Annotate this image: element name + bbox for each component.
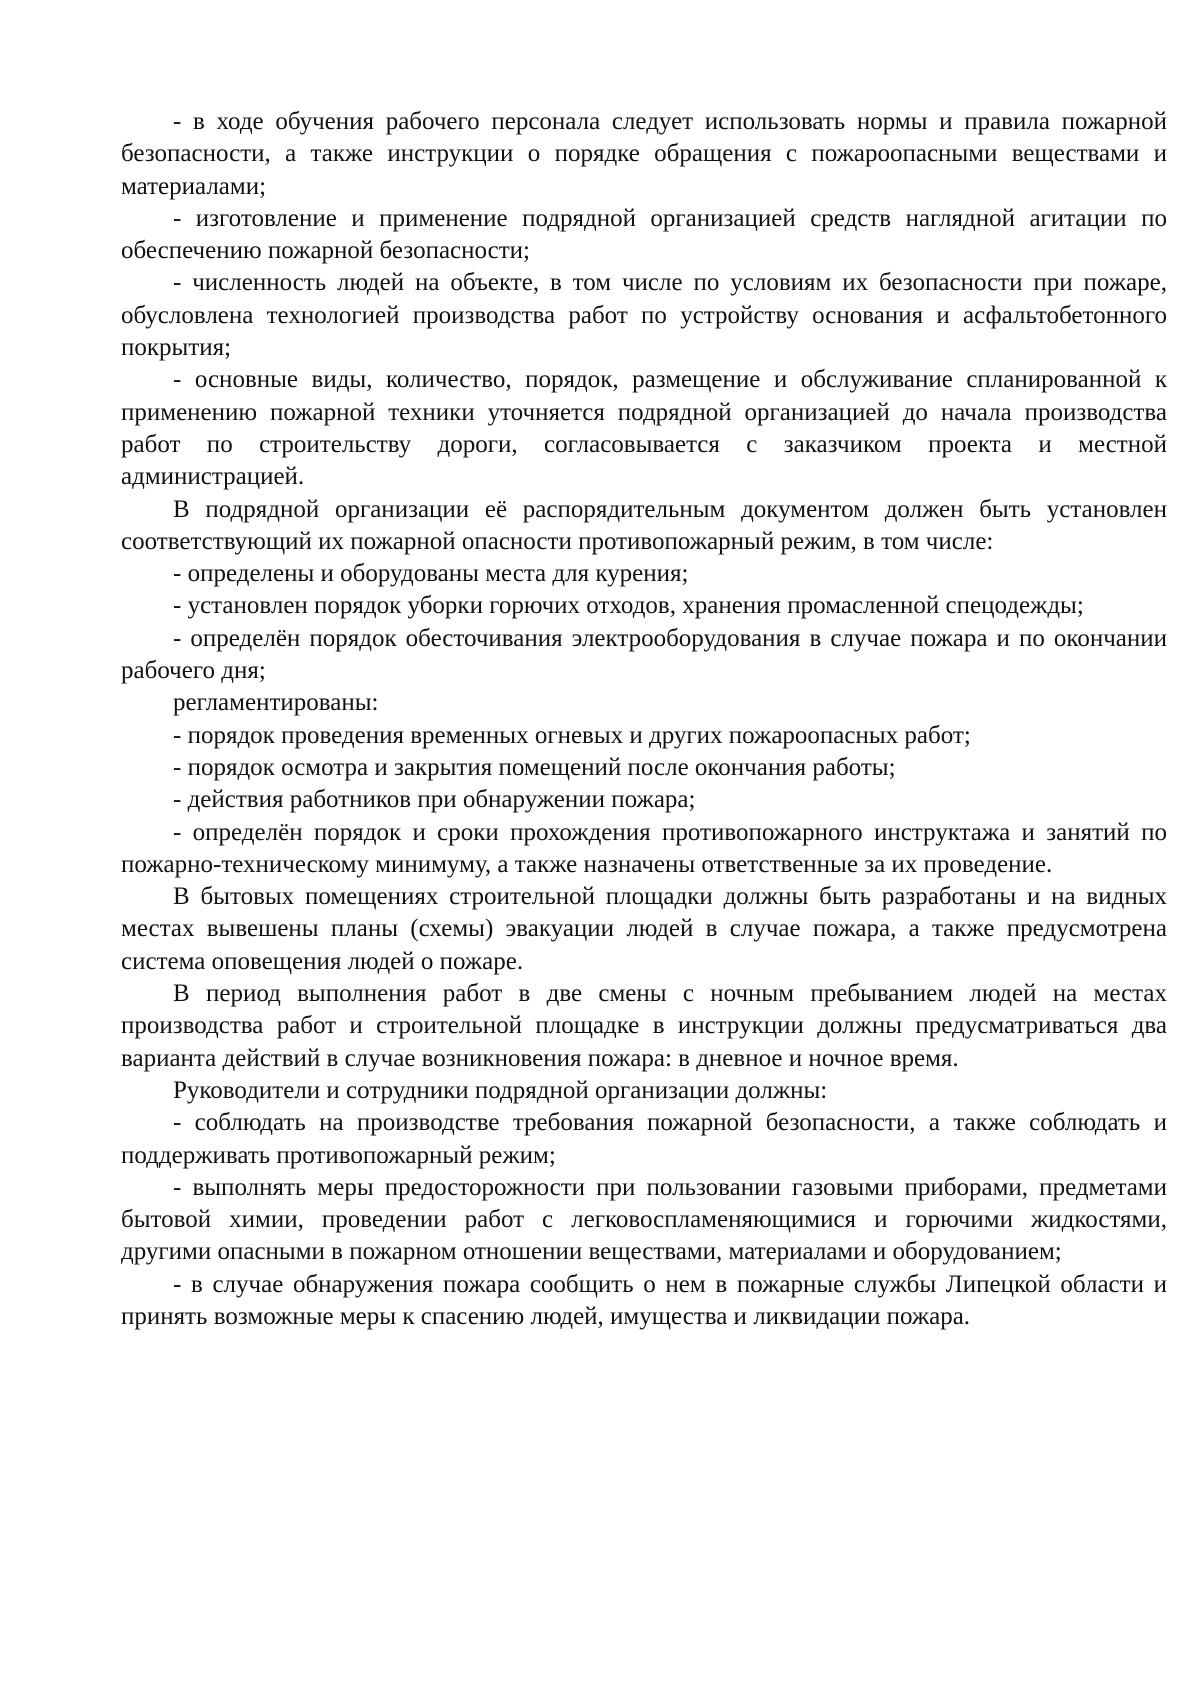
paragraph-room-inspection: - порядок осмотра и закрытия помещений после окончания работы; — [173, 753, 896, 781]
paragraph-visual-agitation: - изготовление и применение подрядной организацией средств наглядной агитации по обеспечению пожарной безопасности; — [121, 204, 1167, 265]
paragraph-comply-requirements: - соблюдать на производстве требования пожарной безопасности, а также соблюдать и поддерживать противопожарный режим; — [121, 1109, 1167, 1169]
document-body — [121, 106, 1167, 1333]
paragraph-worker-actions: - действия работников при обнаружении пожара; — [173, 786, 696, 814]
paragraph-hot-works: - порядок проведения временных огневых и других пожароопасных работ; — [173, 721, 971, 749]
paragraph-training-rules: - в ходе обучения рабочего персонала следует использовать нормы и правила пожарной безопасности, а также инструкции о порядке обращения с пожароопасными веществами и материалами; — [121, 108, 1167, 200]
paragraph-fire-regime: В подрядной организации её распорядительным документом должен быть установлен соответствующий их пожарной опасности противопожарный режим, в том числе: — [121, 495, 1167, 555]
paragraph-waste-cleanup: - установлен порядок уборки горючих отходов, хранения промасленной спецодежды; — [173, 592, 1084, 620]
paragraph-report-fire: - в случае обнаружения пожара сообщить о нем в пожарные службы Липецкой области и принять возможные меры к спасению людей, имущества и ликвидации пожара. — [121, 1270, 1167, 1330]
paragraph-evacuation-plans: В бытовых помещениях строительной площадки должны быть разработаны и на видных местах вывешены планы (схемы) эвакуации людей в случае пожара, а также предусмотрена система оповещения людей о пожаре. — [121, 883, 1167, 975]
paragraph-smoking-areas: - определены и оборудованы места для курения; — [173, 560, 689, 588]
paragraph-briefing: - определён порядок и сроки прохождения противопожарного инструктажа и занятий по пожарно-техническому минимуму, а также назначены ответственные за их проведение. — [121, 818, 1167, 878]
paragraph-power-off: - определён порядок обесточивания электрооборудования в случае пожара и по окончании рабочего дня; — [121, 624, 1167, 685]
paragraph-precautions: - выполнять меры предосторожности при пользовании газовыми приборами, предметами бытовой химии, проведении работ с легковоспламеняющимися и горючими жидкостями, другими опасными в пожарном отношении веществами, материалами и оборудованием; — [121, 1173, 1167, 1266]
paragraph-regulated-heading: регламентированы: — [173, 689, 379, 717]
paragraph-fire-equipment: - основные виды, количество, порядок, размещение и обслуживание спланированной к применению пожарной техники уточняется подрядной организацией до начала производства работ по строительству дороги, согласовывается с заказчиком проекта и местной администрацией. — [121, 366, 1167, 491]
paragraph-managers-heading: Руководители и сотрудники подрядной организации должны: — [173, 1076, 828, 1104]
paragraph-two-shifts: В период выполнения работ в две смены с ночным пребыванием людей на местах производства работ и строительной площадке в инструкции должны предусматриваться два варианта действий в случае возникновения пожара: в дневное и ночное время. — [121, 980, 1167, 1072]
paragraph-headcount: - численность людей на объекте, в том числе по условиям их безопасности при пожаре, обусловлена технологией производства работ по устройству основания и асфальтобетонного покрытия; — [121, 269, 1167, 362]
